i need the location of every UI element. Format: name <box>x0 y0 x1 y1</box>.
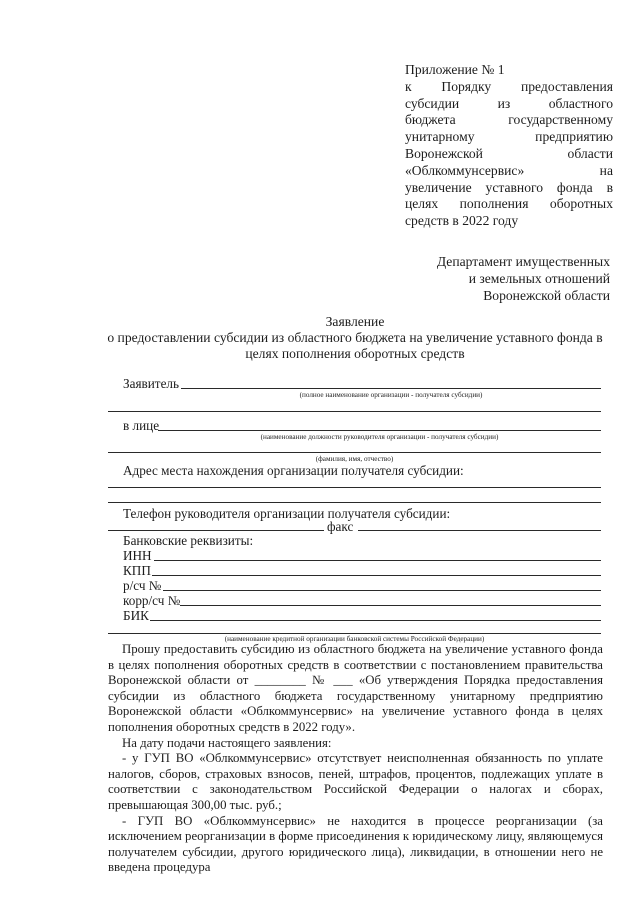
fax-label: факс <box>327 519 354 534</box>
department-line: Воронежской области <box>483 287 610 303</box>
appendix-line: Приложение № 1 <box>405 62 505 77</box>
appendix-line: целях пополнения оборотных <box>405 196 613 212</box>
title-subtitle-1: о предоставлении субсидии из областного бюджета на увеличение уставного фонда в <box>107 330 603 345</box>
document-title <box>105 314 605 362</box>
phone-label: Телефон руководителя организации получателя субсидии: <box>123 506 451 521</box>
kpp-label: КПП <box>123 563 151 578</box>
bank-name-field[interactable] <box>108 633 601 634</box>
inn-field[interactable] <box>154 560 601 561</box>
body-text <box>108 642 603 876</box>
address-field-1[interactable] <box>108 487 601 488</box>
person-label: в лице <box>123 418 160 433</box>
phone-field[interactable] <box>108 530 324 531</box>
appendix-line: «Облкоммунсервис» на <box>405 162 613 178</box>
appendix-line: субсидии из областного <box>405 95 613 111</box>
ks-field[interactable] <box>180 605 601 606</box>
bank-caption: (наименование кредитной организации банковской системы Российской Федерации) <box>224 635 485 643</box>
bik-field[interactable] <box>150 620 601 621</box>
applicant-caption: (полное наименование организации - получателя субсидии) <box>299 391 483 399</box>
kpp-field[interactable] <box>152 575 601 576</box>
fio-caption: (фамилия, имя, отчество) <box>315 455 394 463</box>
applicant-field[interactable] <box>181 388 601 389</box>
appendix-line: к Порядку предоставления <box>405 78 613 94</box>
address-label: Адрес места нахождения организации получателя субсидии: <box>123 463 464 478</box>
department-line: и земельных отношений <box>468 270 610 286</box>
ks-label: корр/сч № <box>123 593 181 608</box>
inn-label: ИНН <box>123 548 152 563</box>
appendix-line: увеличение уставного фонда в <box>405 179 613 195</box>
bank-details-label: Банковские реквизиты: <box>123 533 254 548</box>
bik-label: БИК <box>123 608 149 623</box>
applicant-field-continued[interactable] <box>108 411 601 412</box>
tax-paragraph: - у ГУП ВО «Облкоммунсервис» отсутствует неисполненная обязанность по уплате налогов, сборов, страховых взносов, пеней, штрафов, процентов, подлежащих уплате в соответствии с законодательством Российской Федерации о налогах и сборах, превышающая 300,00 тыс. руб.; <box>108 751 603 812</box>
rs-label: р/сч № <box>123 578 162 593</box>
applicant-label: Заявитель <box>123 376 180 391</box>
fax-field[interactable] <box>358 530 601 531</box>
department-line: Департамент имущественных <box>436 254 610 269</box>
address-field-2[interactable] <box>108 502 601 503</box>
title-subtitle-2: целях пополнения оборотных средств <box>245 346 465 361</box>
rs-field[interactable] <box>163 590 601 591</box>
appendix-line: бюджета государственному <box>405 112 613 128</box>
fio-field[interactable] <box>108 452 601 453</box>
department-addressee <box>370 254 610 304</box>
position-caption: (наименование должности руководителя организации - получателя субсидии) <box>260 433 499 441</box>
title-main: Заявление <box>325 314 385 329</box>
appendix-line: унитарному предприятию <box>405 129 613 145</box>
appendix-line: Воронежской области <box>405 145 613 161</box>
request-paragraph: Прошу предоставить субсидию из областного бюджета на увеличение уставного фонда в целях пополнения оборотных средств в соответствии с постановлением правительства Воронежской области от ________ № ___ «Об утверждения Порядка предоставления субсидии из областного бюджета государственному унитарному предприятию Воронежской области «Облкоммунсервис» на увеличение уставного фонда в целях пополнения оборотных средств в 2022 году». <box>108 642 603 734</box>
appendix-block <box>405 62 613 230</box>
appendix-line: средств в 2022 году <box>405 213 519 229</box>
reorganization-paragraph: - ГУП ВО «Облкоммунсервис» не находится в процессе реорганизации (за исключением реорганизации в форме присоединения к юридическому лицу, являющемуся получателем субсидии, другого юридического лица), ликвидации, в отношении него не введена процедура <box>108 813 603 875</box>
position-field[interactable] <box>158 430 601 431</box>
date-paragraph: На дату подачи настоящего заявления: <box>122 735 332 750</box>
